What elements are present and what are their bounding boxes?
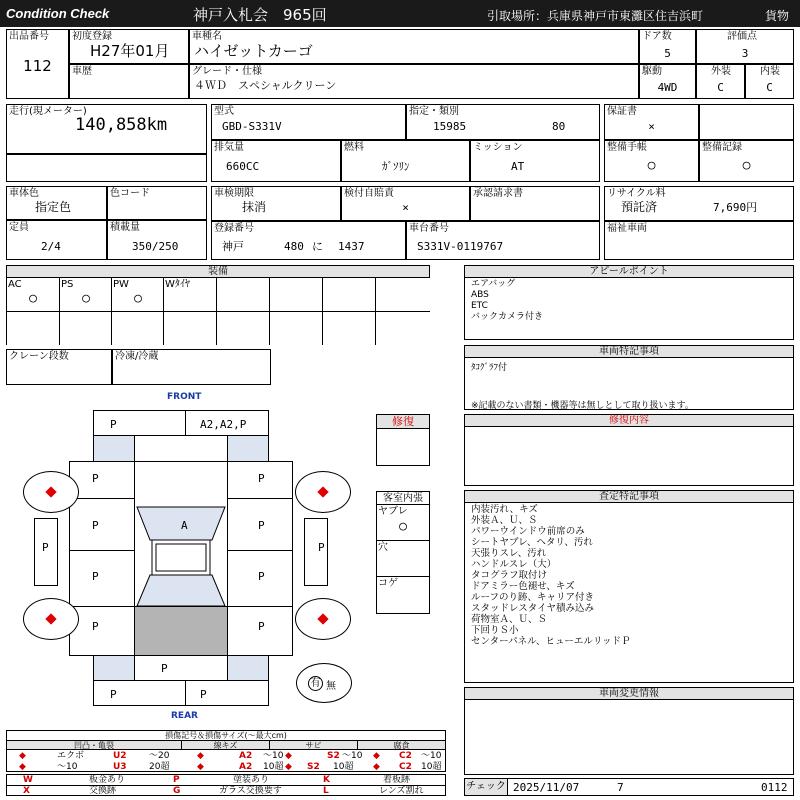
legend-panel <box>6 730 446 772</box>
cabin-tear-cell <box>377 505 429 541</box>
reg-num: 1437 <box>338 240 365 253</box>
cabin-lining-box <box>376 491 430 614</box>
displacement-value: 660CC <box>226 160 260 173</box>
legend-group-scratch: 線キズ <box>182 741 270 750</box>
keys-panel <box>6 774 446 796</box>
appeal-item: バックカメラ付き <box>471 312 544 322</box>
assessment-item: 内装汚れ、キズ <box>471 504 538 515</box>
legend-dent-code-2: 〜10 <box>57 762 78 772</box>
reg-kana: に <box>312 240 323 253</box>
special-line: ﾀｺｸﾞﾗﾌ付 <box>471 363 508 373</box>
assessment-item: 外装Ａ、Ｕ、Ｓ <box>471 515 538 526</box>
assessment-title: 査定特記事項 <box>465 491 793 503</box>
key-k-desc: 着板跡 <box>383 775 411 785</box>
check-date: 2025/11/07 <box>513 781 580 794</box>
body-left-3-mark: P <box>92 570 99 583</box>
key-x-desc: 交換跡 <box>89 786 117 796</box>
exterior-cell <box>696 64 745 99</box>
hood-mark: A <box>181 519 188 532</box>
model-value: GBD-S331V <box>222 120 282 133</box>
equip-ac-label: AC <box>8 279 22 290</box>
inspection-cell <box>211 186 341 221</box>
cabin-hole-label: 穴 <box>378 542 388 553</box>
displacement-label: 排気量 <box>214 142 244 153</box>
assessment-item: スタッドレスタイヤ積み込み <box>471 603 595 614</box>
rear-panel <box>134 655 228 681</box>
legend-title: 損傷記号＆損傷サイズ(〜最大cm) <box>7 731 445 741</box>
chassis-cell <box>406 221 600 260</box>
legend-group-corrosion: 腐食 <box>358 741 445 750</box>
legend-scratch-code-2: A2 <box>239 762 253 772</box>
drive-value: 4WD <box>657 81 678 94</box>
rear-corner-left <box>93 655 135 681</box>
assessment-item: シートヤブレ、ヘタリ、汚れ <box>471 537 593 548</box>
legend-dent-code-1: エクボ <box>57 751 85 761</box>
wheel-fl-diamond-icon <box>45 486 56 497</box>
model-cell <box>211 104 406 140</box>
pickup-location: 引取場所：兵庫県神戸市東灘区住吉浜町 <box>487 9 704 23</box>
check-num1: 7 <box>617 781 624 794</box>
grade-label: グレード・仕様 <box>192 66 262 77</box>
recycle-fee: 7,690円 <box>713 201 758 214</box>
rear-window <box>137 575 225 606</box>
auction-name: 神戸入札会 965回 <box>193 6 327 24</box>
approval-label: 承認請求書 <box>473 188 523 199</box>
grade-value: ４ＷＤ スペシャルクリーン <box>194 79 337 92</box>
equipment-title: 装備 <box>7 266 429 278</box>
chassis-value: S331V-0119767 <box>417 240 504 253</box>
equip-ps-mark: ○ <box>82 291 90 306</box>
equip-blank-10 <box>59 311 112 345</box>
front-bumper-right-mark: A2,A2,P <box>200 418 247 431</box>
reg-class: 480 <box>284 240 304 253</box>
record-label: 整備記録 <box>702 142 742 153</box>
legend-corrosion-mark-1: ◆ <box>373 751 380 761</box>
manual-value: ○ <box>647 158 656 173</box>
repair-content-panel <box>464 414 794 486</box>
equip-blank-15 <box>322 311 376 345</box>
assessment-item: ハンドルスレ（大） <box>471 559 557 570</box>
equip-ac <box>7 277 60 312</box>
legend-rust-mark-1: ◆ <box>285 751 292 761</box>
legend-corrosion-size-2: 10超 <box>421 762 442 772</box>
legend-scratch-mark-2: ◆ <box>197 762 204 772</box>
record-value: ○ <box>742 158 751 173</box>
assessment-item: 天張りスレ、汚れ <box>471 548 547 559</box>
cargo-floor <box>134 606 228 656</box>
score-label: 評価点 <box>727 31 757 42</box>
body-right-2-mark: P <box>258 519 265 532</box>
manual-label: 整備手帳 <box>607 142 647 153</box>
doors-value: 5 <box>664 47 671 60</box>
approval-cell <box>470 186 600 221</box>
repair-content-title: 修復内容 <box>465 415 793 427</box>
special-note: ※記載のない書類・機器等は無しとして取り扱います。 <box>471 401 694 411</box>
assessment-item: 下回りＳ小 <box>471 625 519 636</box>
legend-dent-s2-1: 〜20 <box>149 751 170 761</box>
cabin-burn-label: コゲ <box>378 578 398 589</box>
lot-number: 112 <box>23 57 52 75</box>
legend-corrosion-code-2: C2 <box>399 762 412 772</box>
legend-rust-mark-2: ◆ <box>285 762 292 772</box>
front-bumper-divider <box>185 410 186 436</box>
equip-ps <box>59 277 112 312</box>
body-left-4 <box>69 606 135 656</box>
legend-group-rust: サビ <box>270 741 358 750</box>
legend-corrosion-size-1: 〜10 <box>421 751 442 761</box>
wheel-front-right <box>295 471 351 513</box>
front-label: FRONT <box>167 392 202 402</box>
equip-pw-mark: ○ <box>134 291 142 306</box>
crane-cell <box>6 349 112 385</box>
check-row <box>464 778 794 796</box>
spare-tire <box>296 663 352 703</box>
rear-bumper <box>93 680 269 706</box>
body-right-4 <box>227 606 293 656</box>
appeal-list <box>471 279 543 323</box>
assessment-list <box>471 504 631 647</box>
equip-wtire-label: Wﾀｲﾔ <box>165 279 190 290</box>
equip-blank-13 <box>216 311 270 345</box>
body-right-1 <box>227 461 293 499</box>
car-name-cell <box>189 29 639 64</box>
windshield-svg <box>134 461 228 607</box>
header-title: Condition Check <box>6 6 110 21</box>
equip-ps-label: PS <box>61 279 74 290</box>
self-check-cell <box>341 186 470 221</box>
displacement-cell <box>211 140 341 182</box>
check-num2: 0112 <box>761 781 788 794</box>
first-reg-label: 初度登録 <box>72 31 112 42</box>
color-value: 指定色 <box>35 200 72 214</box>
cabin-burn-cell <box>377 577 429 613</box>
appeal-item: ETC <box>471 301 488 311</box>
mileage-cell <box>6 104 207 154</box>
classification-value: 80 <box>552 120 566 133</box>
load-label: 積載量 <box>110 222 140 233</box>
equip-pw <box>111 277 164 312</box>
drive-label: 駆動 <box>642 66 662 77</box>
body-right-2 <box>227 498 293 551</box>
body-left-3 <box>69 550 135 607</box>
exterior-label: 外装 <box>711 66 731 77</box>
mirror-right-mark: P <box>318 541 325 554</box>
body-left-4-mark: P <box>92 620 99 633</box>
front-panel <box>134 435 228 462</box>
special-title: 車両特記事項 <box>465 346 793 358</box>
color-label: 車体色 <box>9 188 39 199</box>
wheel-rl-diamond-icon <box>45 613 56 624</box>
equip-wtire <box>163 277 217 312</box>
body-left-2 <box>69 498 135 551</box>
assessment-panel <box>464 490 794 683</box>
assessment-item: ルーフのり跡、キャリア付き <box>471 592 595 603</box>
rear-corner-right <box>227 655 269 681</box>
vehicle-category: 貨物 <box>765 9 790 23</box>
warranty-value: × <box>648 120 655 133</box>
cabin-lining-title: 客室内張 <box>377 492 429 505</box>
first-reg-cell <box>69 29 189 64</box>
spare-no: 無 <box>326 681 336 692</box>
key-w: W <box>23 775 33 785</box>
warranty-label: 保証書 <box>607 106 637 117</box>
equip-blank-7 <box>322 277 376 312</box>
self-check-value: × <box>402 201 409 214</box>
mirror-left-mark: P <box>42 541 49 554</box>
mission-cell <box>470 140 600 182</box>
front-bumper-left-mark: P <box>110 418 117 431</box>
score-cell <box>696 29 794 64</box>
legend-dent-mark-2: ◆ <box>19 762 26 772</box>
key-w-desc: 板金あり <box>89 775 126 785</box>
cabin-roof <box>152 540 210 575</box>
warranty-extra-cell <box>699 104 794 140</box>
wheel-rear-left <box>23 598 79 640</box>
first-reg-value: H27年01月 <box>90 42 170 60</box>
assessment-item: パワーウインドウ前席のみ <box>471 526 585 537</box>
chassis-label: 車台番号 <box>409 223 449 234</box>
header-bar <box>0 0 800 27</box>
score-value: 3 <box>741 47 749 60</box>
legend-rust-code-1: S2 <box>327 751 340 761</box>
warranty-cell <box>604 104 699 140</box>
cabin-tear-label: ヤブレ <box>378 506 408 517</box>
cabin-hole-cell <box>377 541 429 577</box>
legend-dent-mark-1: ◆ <box>19 751 26 761</box>
equip-blank-11 <box>111 311 164 345</box>
key-p-desc: 塗装あり <box>233 775 270 785</box>
equip-blank-6 <box>269 277 323 312</box>
fuel-label: 燃料 <box>344 142 364 153</box>
body-left-1-mark: P <box>92 472 99 485</box>
freezer-cell <box>112 349 271 385</box>
key-x: X <box>23 786 30 796</box>
legend-corrosion-code-1: C2 <box>399 751 412 761</box>
key-k: K <box>323 775 330 785</box>
capacity-label: 定員 <box>9 222 29 233</box>
model-label: 型式 <box>214 106 234 117</box>
front-corner-left <box>93 435 135 462</box>
welfare-label: 福祉車両 <box>607 223 647 234</box>
repair-box <box>376 414 430 466</box>
equip-pw-label: PW <box>113 279 129 290</box>
car-name-label: 車種名 <box>192 31 222 42</box>
legend-rust-size-2: 10超 <box>333 762 354 772</box>
rear-bumper-divider <box>185 680 186 706</box>
interior-cell <box>745 64 794 99</box>
legend-scratch-mark-1: ◆ <box>197 751 204 761</box>
designation-value: 15985 <box>433 120 467 133</box>
fuel-value: ｶﾞｿﾘﾝ <box>382 160 410 173</box>
capacity-value: 2/4 <box>41 240 61 253</box>
key-g-desc: ガラス交換要す <box>219 786 282 796</box>
cabin-tear-mark: ○ <box>399 519 407 534</box>
reg-no-cell <box>211 221 406 260</box>
special-panel <box>464 345 794 410</box>
spare-yes: 有 <box>308 676 323 691</box>
legend-dent-c2-1: U2 <box>113 751 127 761</box>
color-code-label: 色コード <box>110 188 150 199</box>
drive-cell <box>639 64 696 99</box>
mileage-value: 140,858km <box>75 115 168 135</box>
recycle-label: リサイクル料 <box>607 188 666 199</box>
assessment-item: 荷物室Ａ、Ｕ、Ｓ <box>471 614 548 625</box>
reg-area: 神戸 <box>222 240 244 253</box>
repair-label: 修復 <box>377 415 429 429</box>
check-label: チェック <box>465 779 508 795</box>
self-check-label: 検付自賠責 <box>344 188 394 199</box>
designation-label: 指定・類別 <box>409 106 459 117</box>
history-cell <box>69 64 189 99</box>
grade-cell <box>189 64 639 99</box>
wheel-front-left <box>23 471 79 513</box>
rear-label: REAR <box>171 711 198 721</box>
mission-label: ミッション <box>473 142 523 153</box>
legend-scratch-size-1: 〜10 <box>263 751 284 761</box>
equip-blank-5 <box>216 277 270 312</box>
welfare-cell <box>604 221 794 260</box>
legend-scratch-size-2: 10超 <box>263 762 284 772</box>
body-right-4-mark: P <box>258 620 265 633</box>
history-label: 車歴 <box>72 66 92 77</box>
body-right-3-mark: P <box>258 570 265 583</box>
legend-rust-code-2: S2 <box>307 762 320 772</box>
appeal-title: アピールポイント <box>465 266 793 278</box>
legend-scratch-code-1: A2 <box>239 751 253 761</box>
change-info-panel <box>464 687 794 775</box>
mirror-right <box>304 518 328 586</box>
doors-cell <box>639 29 696 64</box>
reg-no-label: 登録番号 <box>214 223 254 234</box>
lot-label: 出品番号 <box>9 31 49 42</box>
front-bumper <box>93 410 269 436</box>
equip-blank-16 <box>375 311 430 345</box>
rear-bumper-right-mark: P <box>200 688 207 701</box>
exterior-value: C <box>717 81 724 94</box>
load-cell <box>107 220 207 260</box>
color-code-cell <box>107 186 207 220</box>
equip-blank-8 <box>375 277 430 312</box>
inspection-value: 抹消 <box>242 200 267 214</box>
change-info-title: 車両変更情報 <box>465 688 793 700</box>
legend-dent-c2-2: U3 <box>113 762 127 772</box>
recycle-status: 預託済 <box>621 200 658 214</box>
legend-group-dent: 凹凸・亀裂 <box>7 741 182 750</box>
body-right-3 <box>227 550 293 607</box>
recycle-cell <box>604 186 794 221</box>
manual-cell <box>604 140 699 182</box>
key-l-desc: レンズ割れ <box>379 786 424 796</box>
legend-corrosion-mark-2: ◆ <box>373 762 380 772</box>
mission-value: AT <box>511 160 525 173</box>
body-right-1-mark: P <box>258 472 265 485</box>
rear-bumper-left-mark: P <box>110 688 117 701</box>
assessment-item: センターパネル、ヒューエルリッドＰ <box>471 636 631 647</box>
color-cell <box>6 186 107 220</box>
assessment-item: ドアミラー色褪せ、キズ <box>471 581 575 592</box>
capacity-cell <box>6 220 107 260</box>
equip-blank-12 <box>163 311 217 345</box>
front-corner-right <box>227 435 269 462</box>
appeal-panel <box>464 265 794 340</box>
doors-label: ドア数 <box>642 31 672 42</box>
wheel-fr-diamond-icon <box>317 486 328 497</box>
equipment-panel <box>6 265 430 345</box>
interior-value: C <box>766 81 773 94</box>
equip-blank-9 <box>7 311 60 345</box>
mileage-extra-cell <box>6 154 207 182</box>
rear-panel-mark: P <box>161 662 168 675</box>
freezer-label: 冷凍/冷蔵 <box>115 351 159 362</box>
lot-cell <box>6 29 69 99</box>
key-l: L <box>323 786 329 796</box>
record-cell <box>699 140 794 182</box>
wheel-rr-diamond-icon <box>317 613 328 624</box>
interior-label: 内装 <box>760 66 780 77</box>
key-p: P <box>173 775 180 785</box>
appeal-item: ABS <box>471 290 489 300</box>
designation-cell <box>406 104 600 140</box>
crane-label: クレーン段数 <box>9 351 69 362</box>
equip-blank-14 <box>269 311 323 345</box>
load-value: 350/250 <box>132 240 179 253</box>
legend-rust-size-1: 〜10 <box>342 751 363 761</box>
mileage-label: 走行(現メーター) <box>9 106 87 117</box>
key-g: G <box>173 786 181 796</box>
inspection-label: 車検期限 <box>214 188 254 199</box>
fuel-cell <box>341 140 470 182</box>
wheel-rear-right <box>295 598 351 640</box>
equip-ac-mark: ○ <box>29 291 37 306</box>
body-left-2-mark: P <box>92 519 99 532</box>
car-name-value: ハイゼットカーゴ <box>194 42 313 60</box>
appeal-item: エアバッグ <box>471 279 516 289</box>
assessment-item: タコグラフ取付け <box>471 570 548 581</box>
legend-dent-s2-2: 20超 <box>149 762 170 772</box>
mirror-left <box>34 518 58 586</box>
